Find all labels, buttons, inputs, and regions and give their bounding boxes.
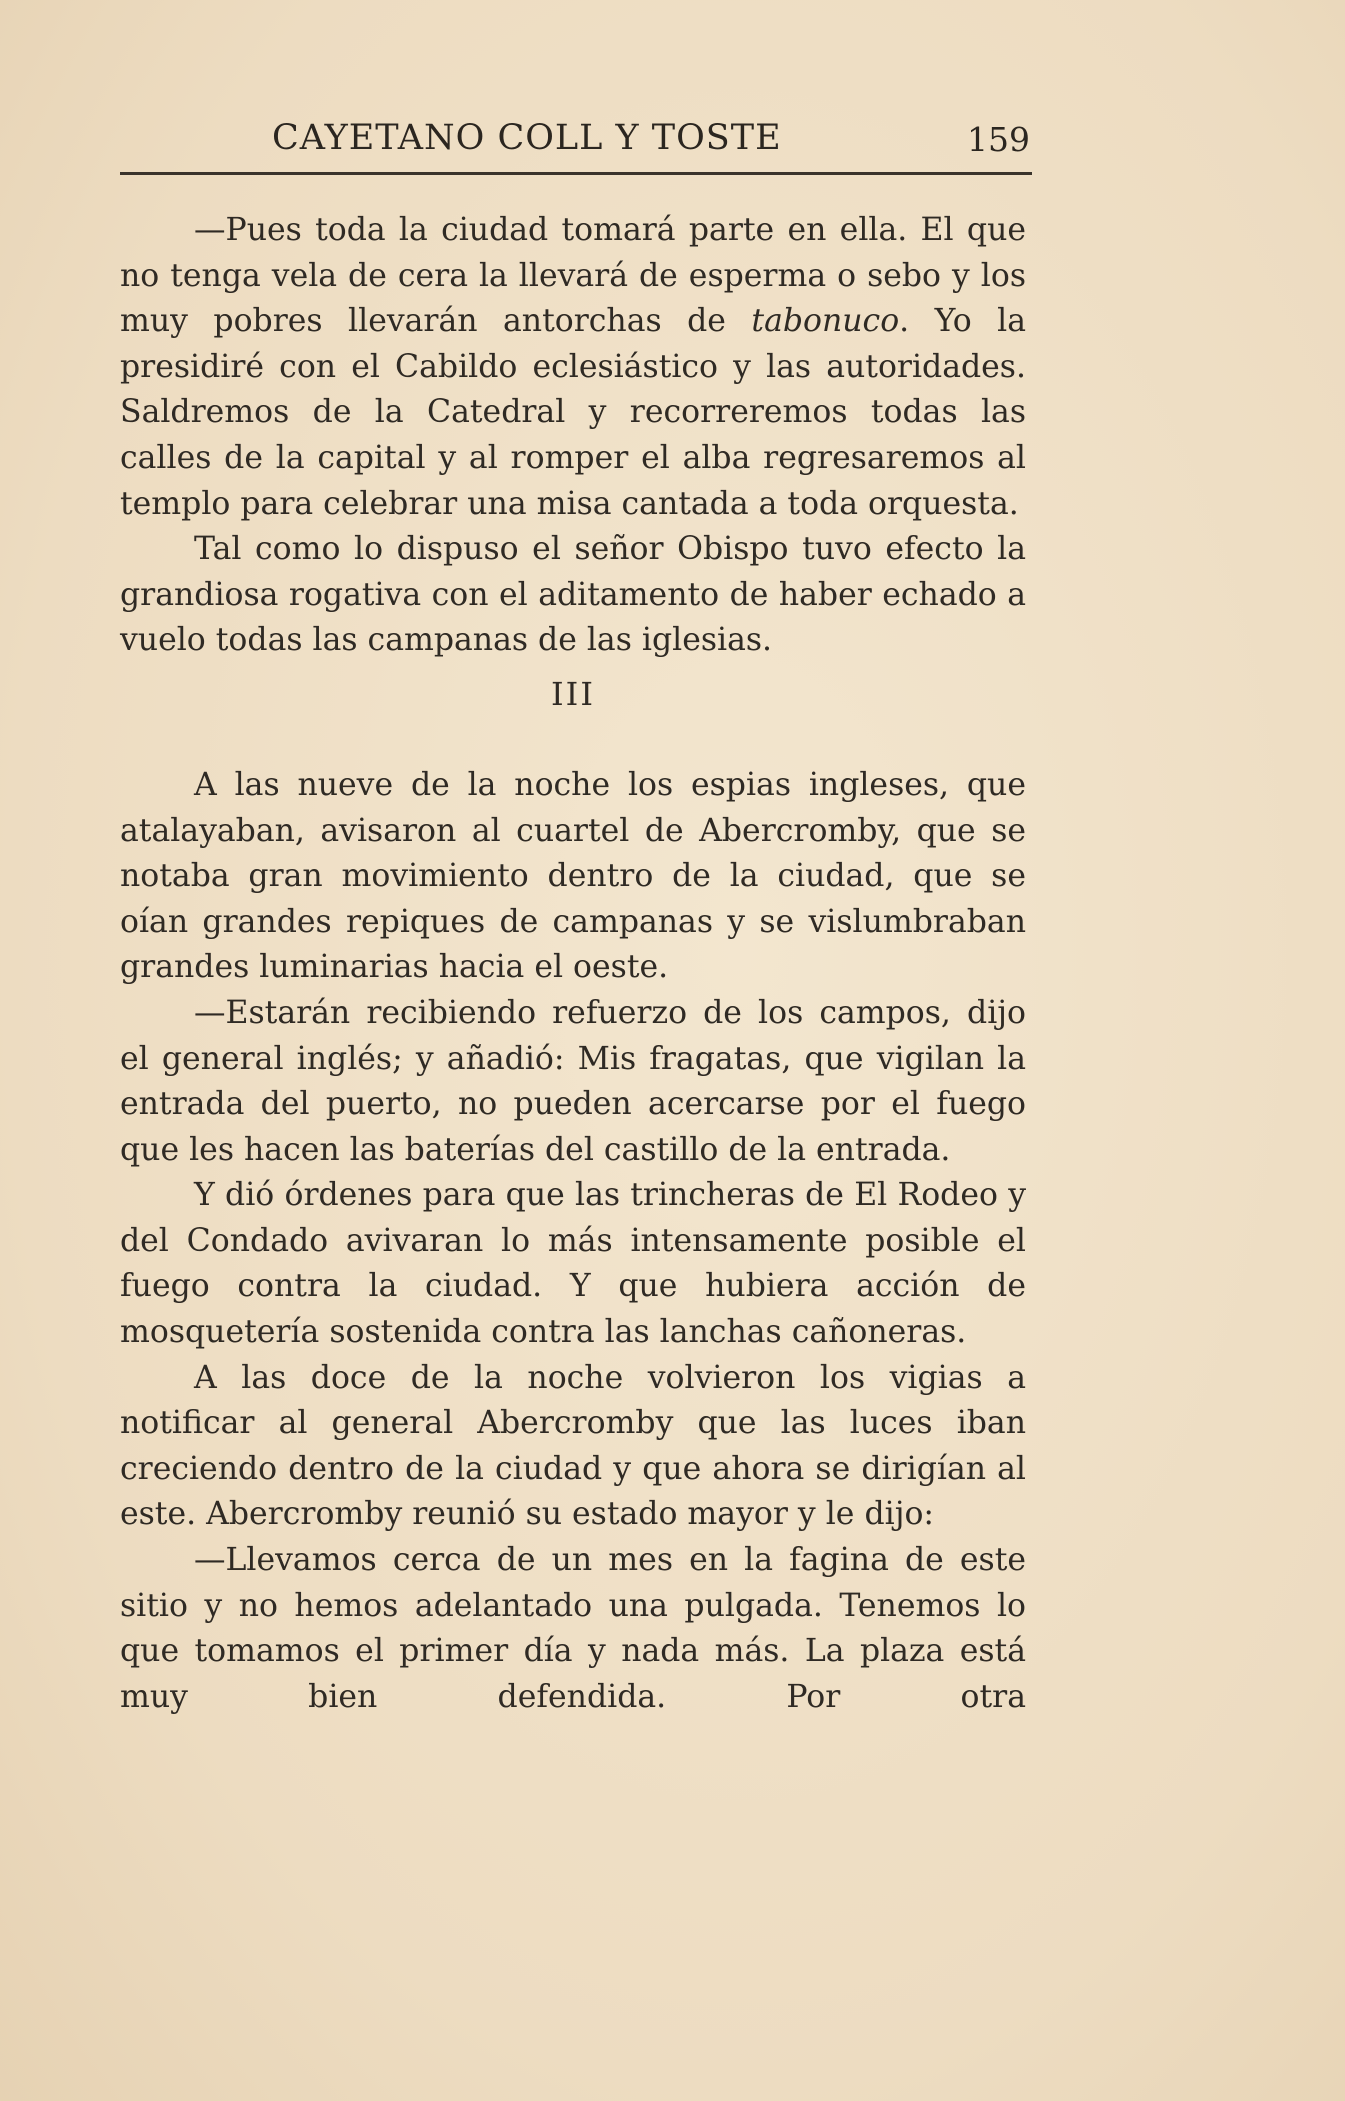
paragraph-1-rest: . Yo la presidiré con el Cabildo eclesiástico y las autoridades. Saldremos de la Catedral y recorreremos todas las calles de la capital y al romper el alba regresaremos al templo para celebrar una misa cantada a toda orquesta.: [120, 303, 1026, 522]
section-heading: III: [551, 674, 595, 713]
paragraph-1-text: —Pues toda la ciudad tomará parte en ella. El que no tenga vela de cera la llevará de esperma o sebo y los muy pobres llevarán antorchas de: [120, 212, 1026, 340]
running-head: CAYETANO COLL Y TOSTE: [272, 118, 782, 158]
page-number: 159: [967, 120, 1030, 159]
paragraph-2: Tal como lo dispuso el señor Obispo tuvo efecto la grandiosa rogativa con el aditamento de haber echado a vuelo todas las campanas de las iglesias.: [120, 531, 1026, 659]
paragraph-1-italic: tabonuco: [751, 303, 900, 340]
body-text: [120, 208, 1026, 1720]
paragraph-5: Y dió órdenes para que las trincheras de El Rodeo y del Condado avivaran lo más intensamente posible el fuego contra la ciudad. Y que hubiera acción de mosquetería sostenida contra las lanchas cañoneras.: [120, 1177, 1026, 1351]
paragraph-3: A las nueve de la noche los espias ingleses, que atalayaban, avisaron al cuartel de Abercromby, que se notaba gran movimiento dentro de la ciudad, que se oían grandes repiques de campanas y se vislumbraban grandes luminarias hacia el oeste.: [120, 766, 1026, 986]
paragraph-7: —Llevamos cerca de un mes en la fagina de este sitio y no hemos adelantado una pulgada. Tenemos lo que tomamos el primer día y nada más. La plaza está muy bien defendida. Por otra: [120, 1542, 1026, 1715]
page-header: [120, 118, 1030, 168]
paragraph-1: [120, 208, 1026, 527]
paragraph-4: —Estarán recibiendo refuerzo de los campos, dijo el general inglés; y añadió: Mis fragatas, que vigilan la entrada del puerto, no pueden acercarse por el fuego que les hacen las baterías del castillo de la entrada.: [120, 994, 1026, 1168]
paragraph-6: A las doce de la noche volvieron los vigias a notificar al general Abercromby que las luces iban creciendo dentro de la ciudad y que ahora se dirigían al este. Abercromby reunió su estado mayor y le dijo:: [120, 1359, 1026, 1533]
header-rule: [120, 172, 1032, 175]
